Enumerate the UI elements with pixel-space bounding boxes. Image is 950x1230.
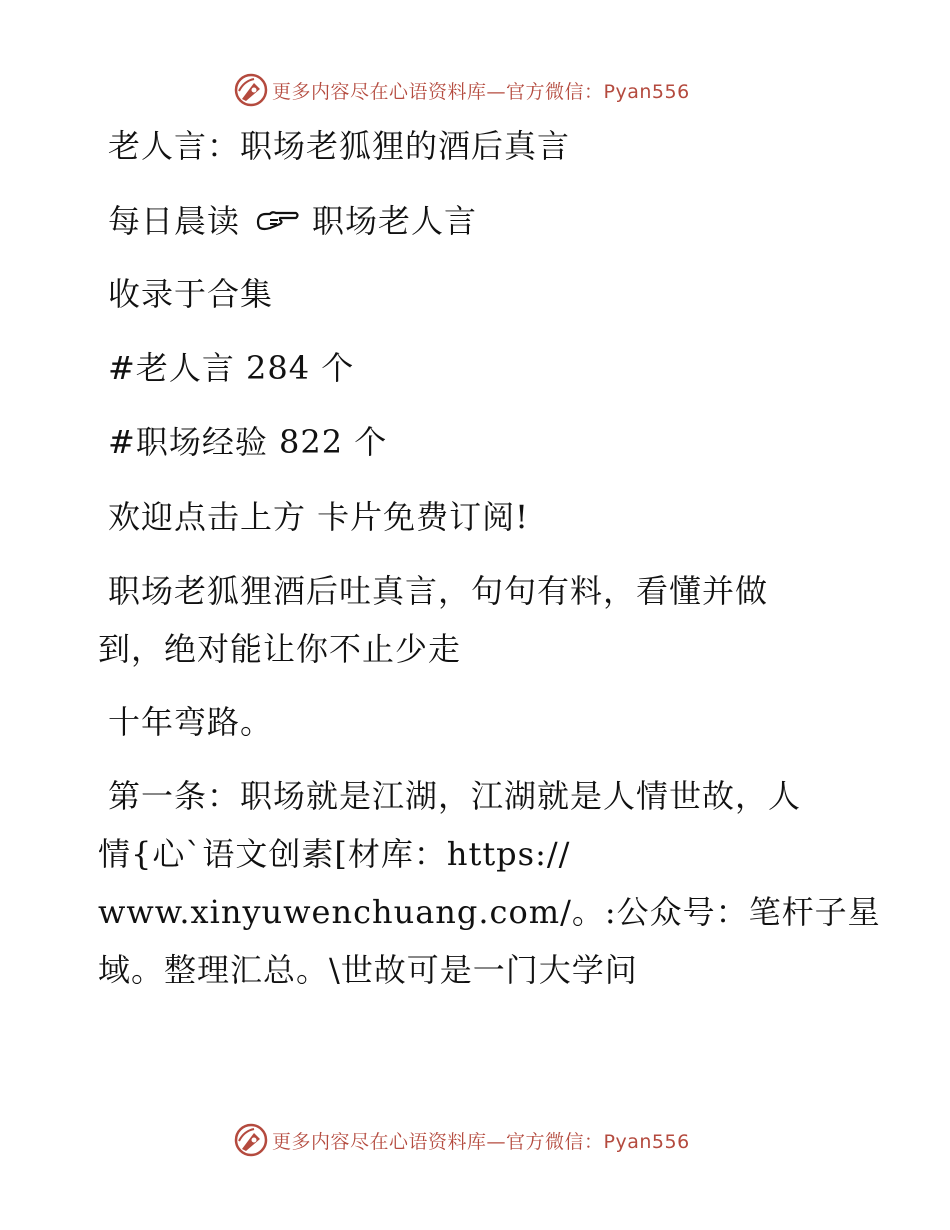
intro-paragraph-line-3: 十年弯路。 [108,703,274,741]
morning-read-suffix: 职场老人言 [312,202,478,240]
rule1-line-3: www.xinyuwenchuang.com/。:公众号：笔杆子星 [98,893,881,931]
banner-wechat-id: Pyan556 [603,80,690,103]
rule1-line-1: 第一条：职场就是江湖，江湖就是人情世故，人 [108,777,802,815]
banner-official-label: 官方微信： [506,1130,604,1153]
morning-read-line [98,201,477,241]
banner-label [272,77,690,104]
banner-label [272,1127,690,1154]
tag-link-laorenyan[interactable]: #老人言 284 个 [108,349,355,387]
rule1-line-2: 情{心`语文创素[材库：https:// [98,835,571,873]
tag-link-workplace[interactable]: #职场经验 822 个 [108,423,388,461]
intro-paragraph-line-2: 到，绝对能让你不止少走 [98,630,462,668]
pointing-hand-icon [256,208,300,234]
pen-nib-logo-icon [234,73,268,107]
banner-wechat-id: Pyan556 [603,1130,690,1153]
subscribe-prompt: 欢迎点击上方 卡片免费订阅! [108,498,530,536]
banner-official-label: 官方微信： [506,80,604,103]
morning-read-prefix: 每日晨读 [108,202,241,240]
doc-title: 老人言：职场老狐狸的酒后真言 [108,127,571,165]
header-banner [234,70,690,110]
footer-banner [234,1120,690,1160]
rule1-line-4: 域。整理汇总。\世故可是一门大学问 [98,951,638,989]
pen-nib-logo-icon [234,1123,268,1157]
banner-text: 更多内容尽在心语资料库 [272,1130,487,1153]
intro-paragraph-line-1: 职场老狐狸酒后吐真言，句句有料，看懂并做 [108,572,769,610]
banner-separator: — [486,1130,507,1153]
banner-text: 更多内容尽在心语资料库 [272,80,487,103]
banner-separator: — [486,80,507,103]
collection-label: 收录于合集 [108,275,274,313]
